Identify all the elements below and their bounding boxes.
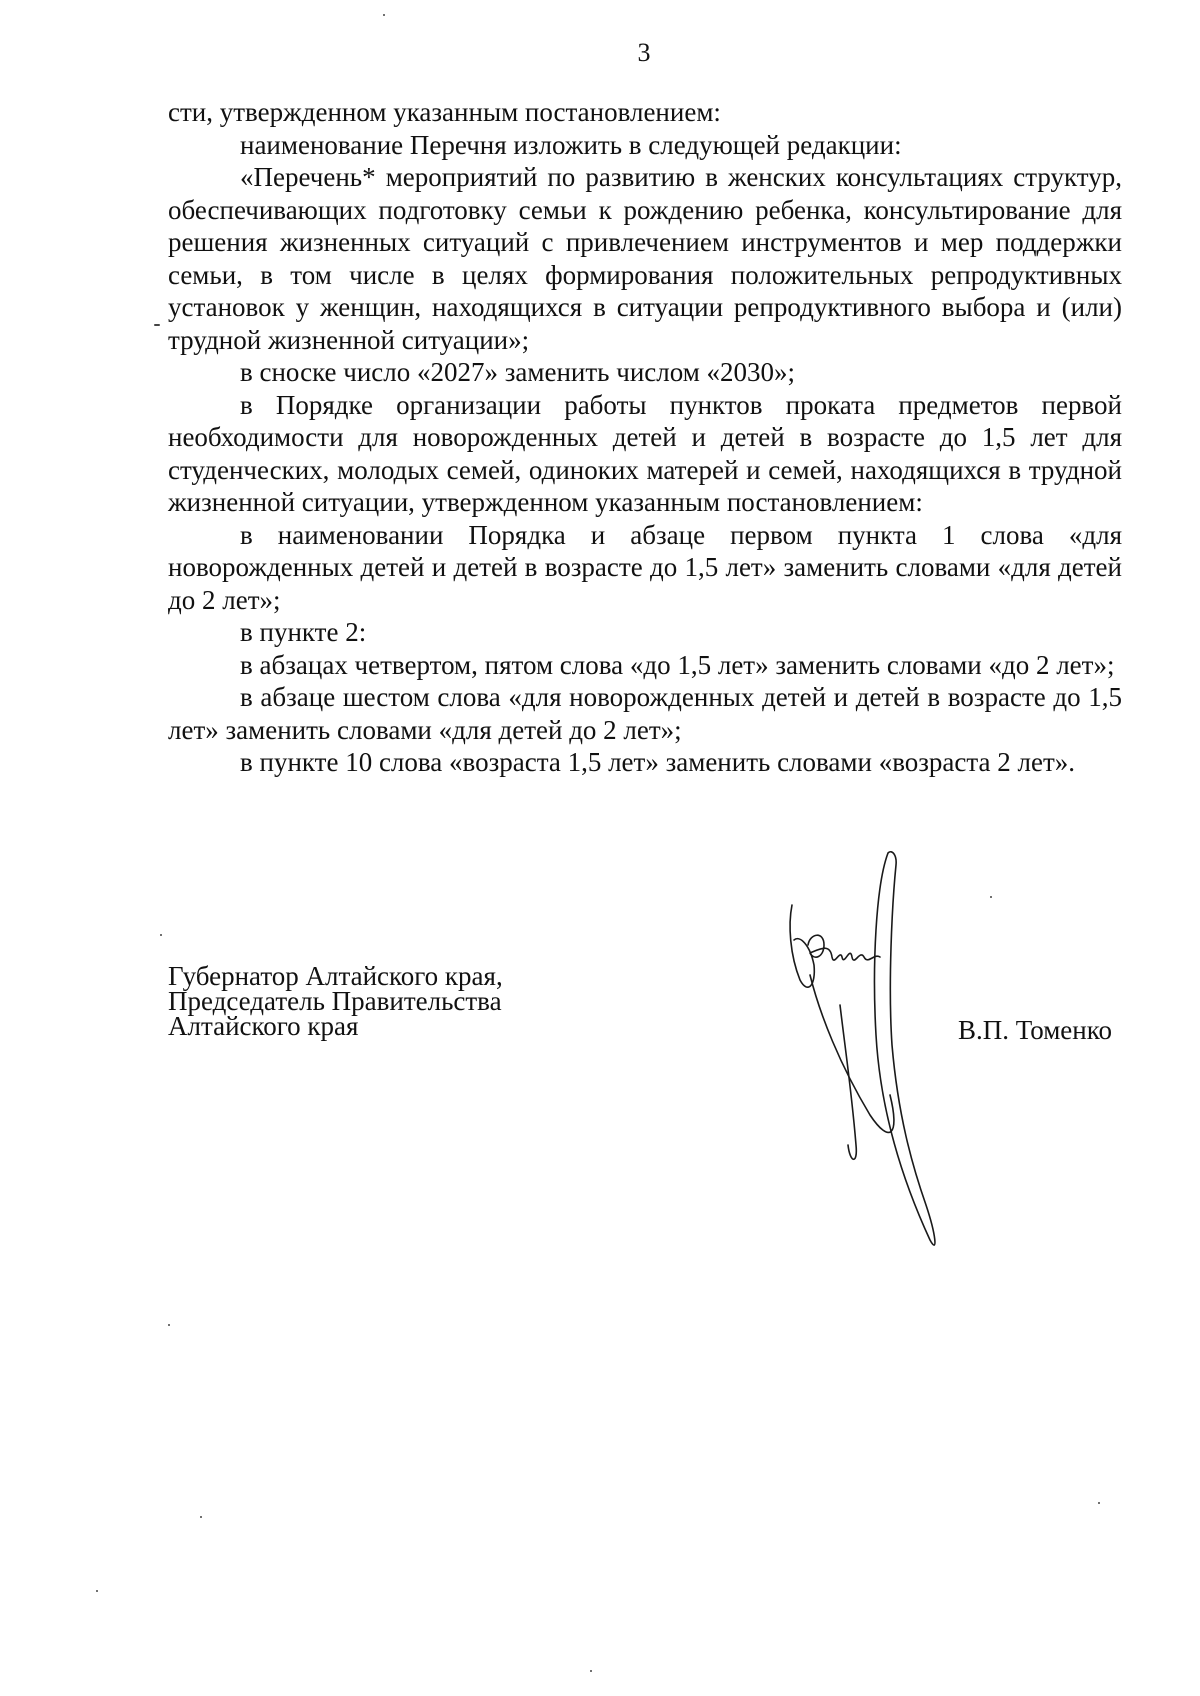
scan-speck <box>154 324 160 326</box>
paragraph: в наименовании Порядка и абзаце первом пункта 1 слова «для новорожденных детей и детей в возрасте до 1,5 лет» заменить словами «для детей до 2 лет»; <box>168 519 1122 615</box>
scan-speck <box>160 934 162 936</box>
paragraph: в абзацах четвертом, пятом слова «до 1,5 лет» заменить словами «до 2 лет»; <box>240 649 1115 680</box>
paragraph: в Порядке организации работы пунктов проката предметов первой необходимости для новорожденных детей и детей в возрасте до 1,5 лет для студенческих, молодых семей, одиноких матерей и семей, находящихся в трудной жизненной ситуации, утвержденном указанным постановлением: <box>168 389 1122 517</box>
scan-speck <box>200 1516 202 1518</box>
scan-speck <box>383 14 385 16</box>
scan-speck <box>990 896 992 898</box>
document-body <box>168 96 1122 779</box>
paragraph: в абзаце шестом слова «для новорожденных детей и детей в возрасте до 1,5 лет» заменить словами «для детей до 2 лет»; <box>168 682 1122 745</box>
signatory-title <box>168 961 503 1041</box>
scan-speck <box>1098 1502 1100 1504</box>
signatory-title-line: Председатель Правительства <box>168 986 502 1016</box>
paragraph-continuation: сти, утвержденном указанным постановлением: <box>168 97 721 127</box>
signer-name: В.П. Томенко <box>958 1015 1112 1045</box>
paragraph: наименование Перечня изложить в следующей редакции: <box>240 129 902 160</box>
signatory-title-line: Губернатор Алтайского края, <box>168 961 503 991</box>
scan-speck <box>590 1670 592 1672</box>
scan-speck <box>168 1324 170 1326</box>
paragraph: в сноске число «2027» заменить числом «2030»; <box>240 357 796 387</box>
paragraph: «Перечень* мероприятий по развитию в женских консультациях структур, обеспечивающих подготовку семьи к рождению ребенка, консультирование для решения жизненных ситуаций с привлечением инструментов и мер поддержки семьи, в том числе в целях формирования положительных репродуктивных установок у женщин, находящихся в ситуации репродуктивного выбора и (или) трудной жизненной ситуации»; <box>168 162 1122 355</box>
paragraph: в пункте 10 слова «возраста 1,5 лет» заменить словами «возраста 2 лет». <box>240 747 1076 777</box>
page-number: 3 <box>637 38 651 67</box>
handwritten-signature <box>780 845 950 1265</box>
paragraph: в пункте 2: <box>240 617 367 647</box>
scan-speck <box>96 1590 98 1592</box>
signatory-title-line: Алтайского края <box>168 1011 359 1041</box>
